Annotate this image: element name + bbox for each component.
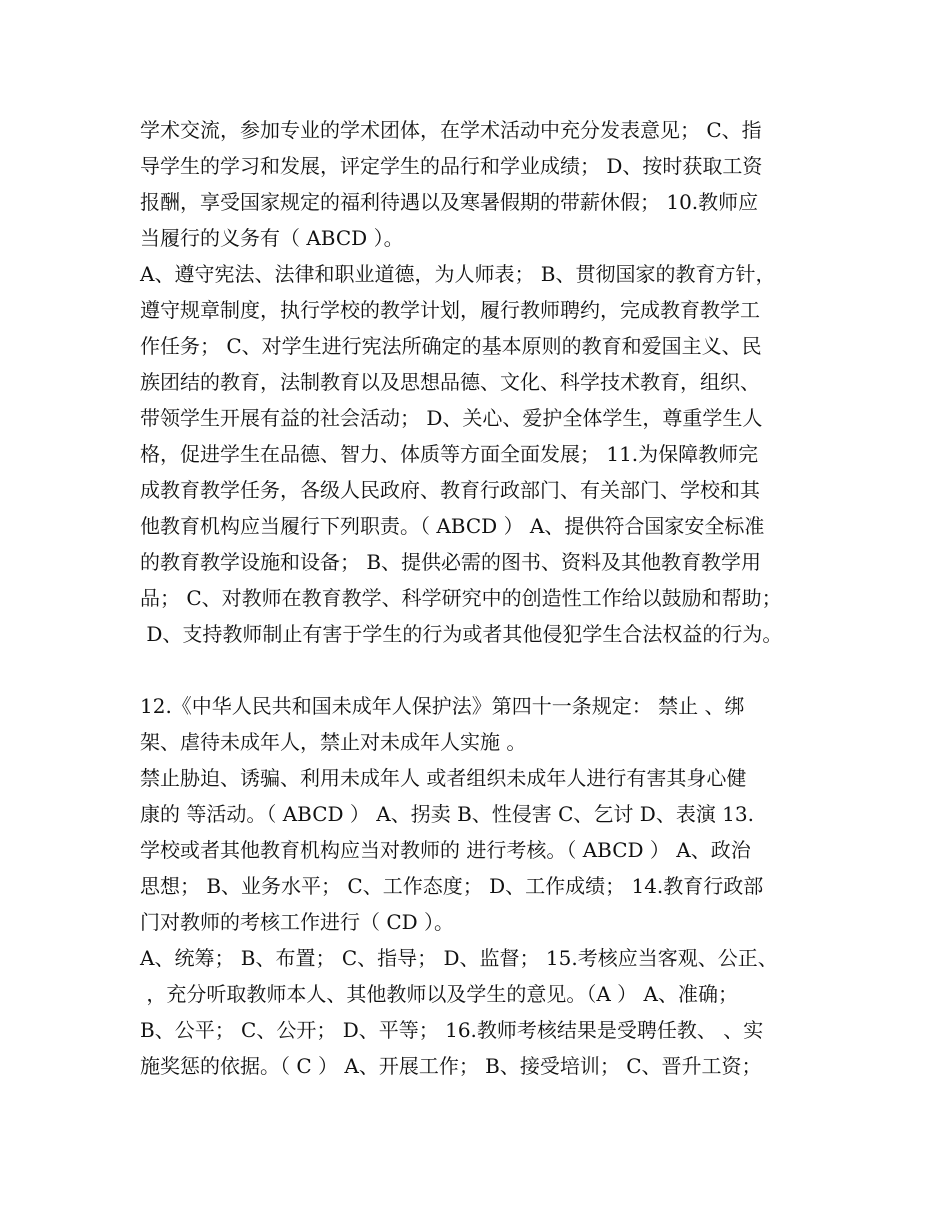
text-line: 格，促进学生在品德、智力、体质等方面全面发展； 11.为保障教师完 [140,442,759,466]
text-line: 学校或者其他教育机构应当对教师的 进行考核。（ ABCD ） A、政治 [140,838,751,862]
text-line: 思想； B、业务水平； C、工作态度； D、工作成绩； 14.教育行政部 [140,874,764,898]
text-line: 门对教师的考核工作进行（ CD ）。 [140,910,455,934]
text-line: D、支持教师制止有害于学生的行为或者其他侵犯学生合法权益的行为。 [140,622,783,646]
text-line: 施奖惩的依据。（ C ） A、开展工作； B、接受培训； C、晋升工资； [140,1054,762,1078]
text-line: 康的 等活动。（ ABCD ） A、拐卖 B、性侵害 C、乞讨 D、表演 13. [140,802,754,826]
text-line: 他教育机构应当履行下列职责。（ ABCD ） A、提供符合国家安全标准 [140,514,765,538]
text-line: ，充分听取教师本人、其他教师以及学生的意见。（A ） A、准确； [140,982,738,1006]
text-line: 当履行的义务有（ ABCD ）。 [140,226,404,250]
text-paragraph [140,112,840,652]
text-line: 品； C、对教师在教育教学、科学研究中的创造性工作给以鼓励和帮助； [140,586,782,610]
text-line: 作任务； C、对学生进行宪法所确定的基本原则的教育和爱国主义、民 [140,334,762,358]
text-line: 导学生的学习和发展，评定学生的品行和学业成绩； D、按时获取工资 [140,154,763,178]
text-line: 学术交流，参加专业的学术团体，在学术活动中充分发表意见； C、指 [140,118,762,142]
text-line: B、公平； C、公开； D、平等； 16.教师考核结果是受聘任教、 、实 [140,1018,764,1042]
text-line: 遵守规章制度，执行学校的教学计划，履行教师聘约，完成教育教学工 [140,298,760,322]
text-line: 报酬，享受国家规定的福利待遇以及寒暑假期的带薪休假； 10.教师应 [140,190,759,214]
text-line: 架、虐待未成年人，禁止对未成年人实施 。 [140,730,527,754]
text-line: A、遵守宪法、法律和职业道德，为人师表； B、贯彻国家的教育方针， [140,262,776,286]
text-line: 成教育教学任务，各级人民政府、教育行政部门、有关部门、学校和其 [140,478,760,502]
text-line: 带领学生开展有益的社会活动； D、关心、爱护全体学生，尊重学生人 [140,406,763,430]
text-paragraph [140,688,840,1084]
text-line: 禁止胁迫、诱骗、利用未成年人 或者组织未成年人进行有害其身心健 [140,766,747,790]
text-line: 族团结的教育，法制教育以及思想品德、文化、科学技术教育，组织、 [140,370,760,394]
text-line: 12.《中华人民共和国未成年人保护法》第四十一条规定： 禁止 、绑 [140,694,745,718]
text-line: A、统筹； B、布置； C、指导； D、监督； 15.考核应当客观、公正、 [140,946,778,970]
text-line: 的教育教学设施和设备； B、提供必需的图书、资料及其他教育教学用 [140,550,762,574]
